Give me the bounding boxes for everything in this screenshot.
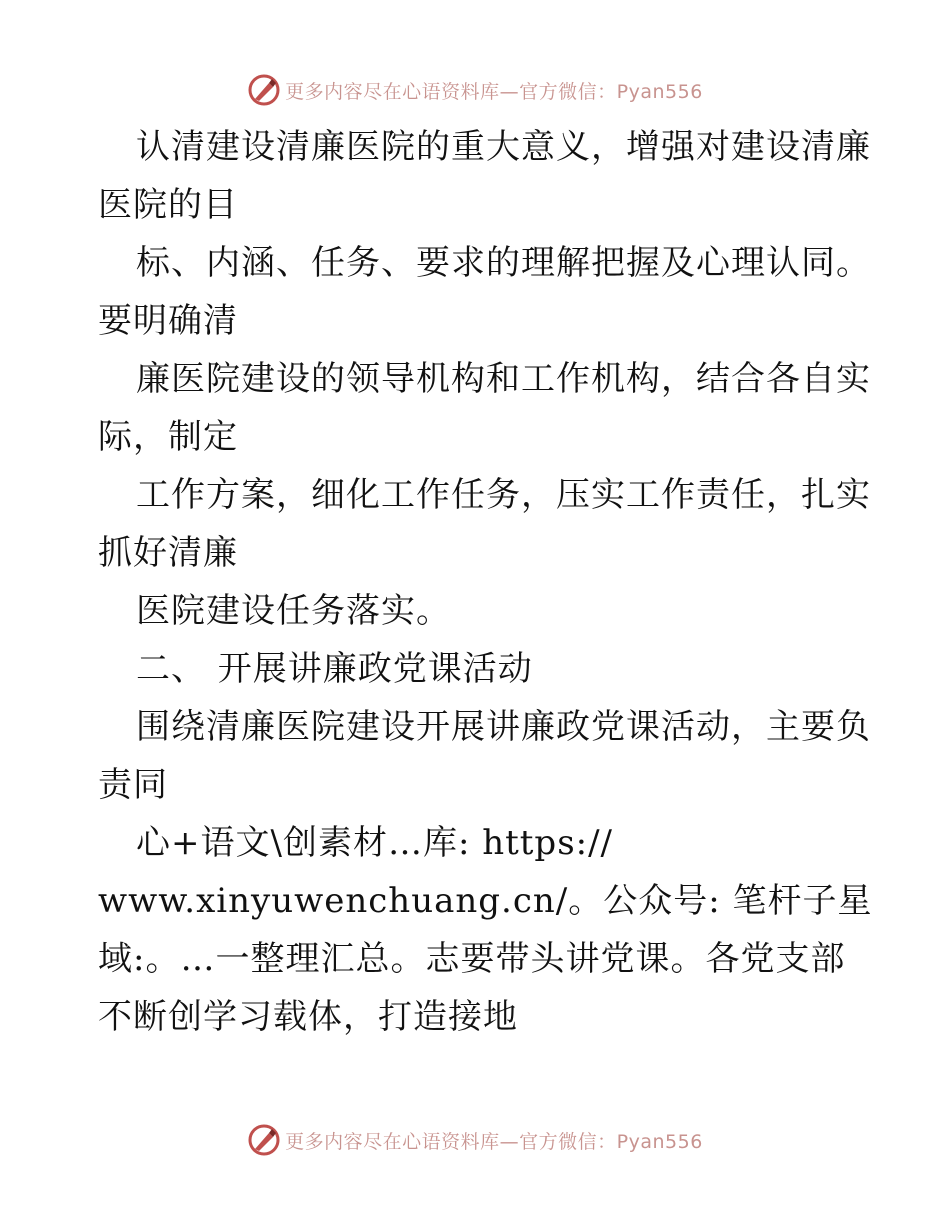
section-heading: 二、 开展讲廉政党课活动: [136, 649, 533, 689]
text-line: www.xinyuwenchuang.cn/。公众号: 笔杆子星: [98, 881, 873, 921]
text-line: 医院建设任务落实。: [136, 591, 451, 631]
text-line: 不断创学习载体，打造接地: [98, 997, 518, 1037]
text-line: 域:。…一整理汇总。志要带头讲党课。各党支部: [98, 939, 846, 979]
text-line: 心+语文\创素材…库: https://: [136, 823, 614, 863]
banner-text: 更多内容尽在心语资料库—官方微信：Pyan556: [285, 1130, 703, 1153]
text-line: 工作方案，细化工作任务，压实工作责任，扎实: [136, 475, 871, 515]
pen-logo-icon: [247, 73, 281, 107]
text-line: 廉医院建设的领导机构和工作机构，结合各自实: [136, 359, 871, 399]
text-line: 认清建设清廉医院的重大意义，增强对建设清廉: [136, 127, 871, 167]
text-line: 抓好清廉: [98, 533, 238, 573]
text-line: 围绕清廉医院建设开展讲廉政党课活动，主要负: [136, 707, 871, 747]
footer-banner: [0, 1120, 950, 1160]
text-line: 要明确清: [98, 301, 238, 341]
header-banner: [0, 70, 950, 110]
text-line: 标、内涵、任务、要求的理解把握及心理认同。: [136, 243, 871, 283]
text-line: 医院的目: [98, 185, 238, 225]
text-line: 际，制定: [98, 417, 238, 457]
banner-text: 更多内容尽在心语资料库—官方微信：Pyan556: [285, 80, 703, 103]
text-line: 责同: [98, 765, 168, 805]
pen-logo-icon: [247, 1123, 281, 1157]
document-body: [98, 118, 873, 1046]
